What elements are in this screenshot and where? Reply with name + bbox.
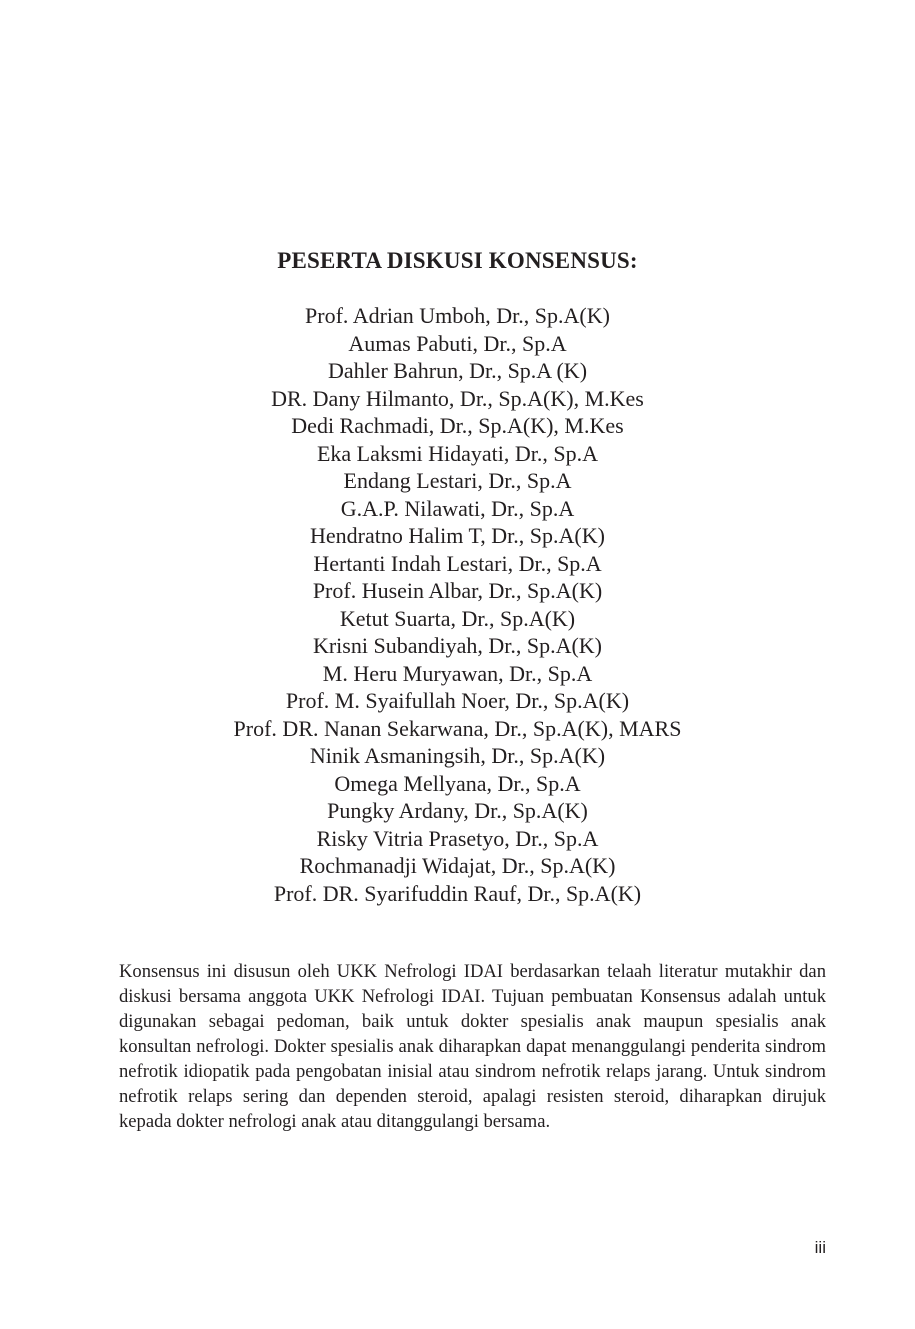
participant-name: Prof. M. Syaifullah Noer, Dr., Sp.A(K): [285, 688, 630, 713]
participant-name: Dedi Rachmadi, Dr., Sp.A(K), M.Kes: [291, 413, 624, 438]
participant-name: Prof. DR. Syarifuddin Rauf, Dr., Sp.A(K): [273, 880, 642, 906]
participant-name: Eka Laksmi Hidayati, Dr., Sp.A: [316, 440, 599, 466]
participant-name: DR. Dany Hilmanto, Dr., Sp.A(K), M.Kes: [271, 385, 644, 411]
participant-name: Dahler Bahrun, Dr., Sp.A (K): [327, 358, 588, 383]
consensus-statement-paragraph: Konsensus ini disusun oleh UKK Nefrologi IDAI berdasarkan telaah literatur mutakhir dan diskusi bersama anggota UKK Nefrologi IDAI. Tujuan pembuatan Konsensus adalah untuk digunakan sebagai pedoman, baik untuk dokter spesialis anak maupun spesialis anak konsultan nefrologi. Dokter spesialis anak diharapkan dapat menanggulangi penderita sindrom nefrotik idiopatik pada pengobatan inisial atau sindrom nefrotik relaps jarang. Untuk sindrom nefrotik relaps sering dan dependen steroid, apalagi resisten steroid, diharapkan dirujuk kepada dokter nefrologi anak atau ditanggulangi bersama.: [119, 961, 826, 1132]
page-title: PESERTA DISKUSI KONSENSUS:: [277, 248, 638, 273]
participant-name: G.A.P. Nilawati, Dr., Sp.A: [340, 495, 575, 521]
participant-name: Aumas Pabuti, Dr., Sp.A: [348, 330, 567, 356]
participant-name: Ketut Suarta, Dr., Sp.A(K): [339, 605, 576, 631]
participant-name: Risky Vitria Prasetyo, Dr., Sp.A: [316, 825, 599, 851]
participant-name: Endang Lestari, Dr., Sp.A: [343, 468, 572, 493]
participant-name: Krisni Subandiyah, Dr., Sp.A(K): [312, 633, 603, 658]
participant-name: Pungky Ardany, Dr., Sp.A(K): [327, 798, 588, 823]
participant-name: Hendratno Halim T, Dr., Sp.A(K): [310, 523, 605, 548]
participant-name: Hertanti Indah Lestari, Dr., Sp.A: [313, 550, 602, 576]
participant-name: Ninik Asmaningsih, Dr., Sp.A(K): [309, 743, 606, 768]
participant-list: [0, 302, 915, 907]
participant-name: M. Heru Muryawan, Dr., Sp.A: [322, 660, 593, 686]
participant-name: Prof. Husein Albar, Dr., Sp.A(K): [312, 578, 603, 603]
participant-name: Rochmanadji Widajat, Dr., Sp.A(K): [299, 853, 616, 878]
participant-name: Prof. DR. Nanan Sekarwana, Dr., Sp.A(K), MARS: [233, 715, 682, 741]
participant-name: Omega Mellyana, Dr., Sp.A: [334, 770, 581, 796]
participant-name: Prof. Adrian Umboh, Dr., Sp.A(K): [305, 303, 610, 328]
page-number: iii: [814, 1238, 826, 1257]
